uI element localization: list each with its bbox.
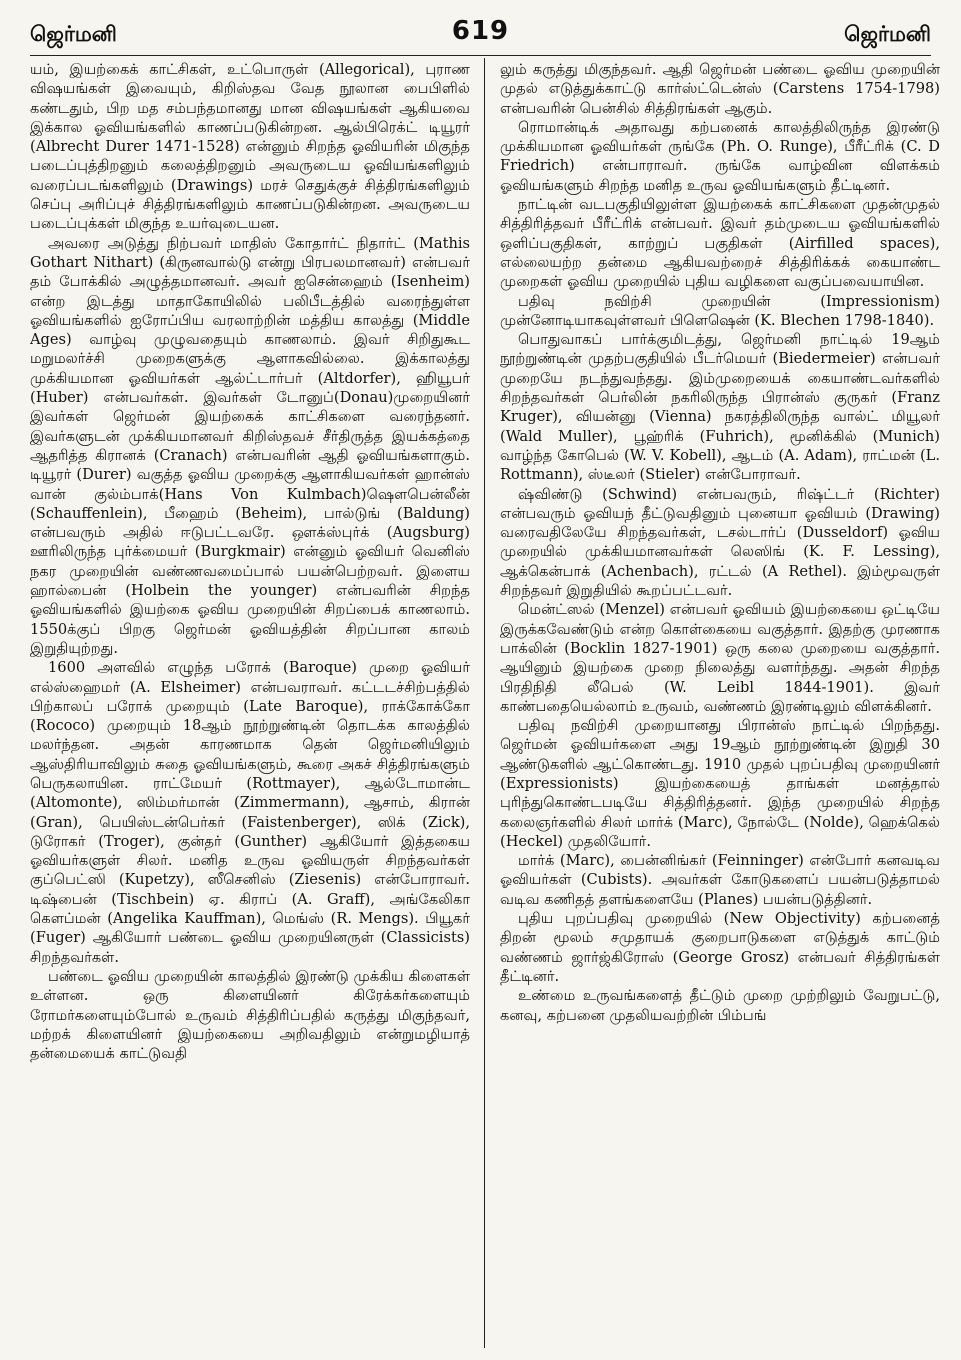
left-paragraph: யம், இயற்கைக் காட்சிகள், உட்பொருள் (Allegorical), புராண விஷயங்கள் இவையும், கிறிஸ்தவ வேத நூலான பைபிளில் கண்டதும், பிற மத சம்பந்தமானது மான விஷயங்கள் ஆகியவை இக்கால ஓவியங்களில் காணப்படுகின்றன. ஆல்பிரெக்ட் டியூரர் (Albrecht Durer 1471-1528) என்னும் சிறந்த ஓவியரின் மிகுந்த படைப்புத்திறனும் கலைத்திறனும் அவருடைய ஓவியங்களிலும் வரைப்படங்களிலும் (Drawings) மரச் செதுக்குச் சித்திரங்களிலும் செப்பு அரிப்புச் சித்திரங்களிலும் காணப்படுகின்றன. அவருடைய படைப்புக்கள் மிகுந்த உயர்வுடையன. — [30, 61, 470, 233]
right-paragraph: நாட்டின் வடபகுதியிலுள்ள இயற்கைக் காட்சிகளை முதன்முதல் சித்திரித்தவர் பீரீட்ரிக் என்பவர். இவர் தம்முடைய ஓவியங்களில் ஒளிப்பகுதிகள், காற்றுப் பகுதிகள் (Airfilled spaces), எல்லையற்ற தன்மை ஆகியவற்றைச் சித்திரிக்கக் கையாண்ட முறைகள் ஓவிய முறையில் புதிய வழிகளை வகுப்பவையாயின. — [500, 196, 940, 291]
right-paragraph: மார்க் (Marc), பைன்னிங்கர் (Feinninger) என்போர் கனவடிவ ஓவியர்கள் (Cubists). அவர்கள் கோடுகளைப் பயன்படுத்தாமல் வடிவ கணிதத் தளங்களையே (Planes) பயன்படுத்தினர். — [500, 852, 940, 908]
column-divider — [484, 58, 485, 1348]
page-number: 619 — [451, 16, 510, 46]
left-paragraph: அவரை அடுத்து நிற்பவர் மாதிஸ் கோதார்ட் நிதார்ட் (Mathis Gothart Nithart) (கிருனவால்டு என்று பிரபலமானவர்) என்பவர் தம் போக்கில் அழுத்தமானவர். அவர் ஐசென்ஹைம் (Isenheim) என்ற இடத்து மாதாகோயிலில் பலிபீடத்தில் வரைந்துள்ள ஓவியங்களில் ஐரோப்பிய வரலாற்றின் மத்திய காலத்து (Middle Ages) வாழ்வு முழுவதையும் காணலாம். இவர் சிறிதுகூட மறுமலர்ச்சி முறைகளுக்கு ஆளாகவில்லை. இக்காலத்து முக்கியமான ஓவியர்கள் ஆல்ட்டார்பர் (Altdorfer), ஹியூபர் (Huber) என்பவர்கள். இவர்கள் டோனுப்(Donau)முறையினர் இவர்கள் ஜெர்மன் இயற்கைக் காட்சிகளை வரைந்தனர். இவர்களுடன் முக்கியமானவர் கிறிஸ்தவச் சீர்திருத்த இயக்கத்தை ஆதரித்த கிரானக் (Cranach) என்பவரின் ஆதி ஓவியங்களாகும். டியூரர் (Durer) வகுத்த ஓவிய முறைக்கு ஆளாகியவர்கள் ஹான்ஸ் வான் குல்ம்பாக்(Hans Von Kulmbach)ஷௌபென்லீன் (Schauffenlein), பீஹைம் (Beheim), பால்டுங் (Baldung) என்பவரும் அதில் ஈடுபட்டவரே. ஔக்ஸ்புர்க் (Augsburg) ஊரிலிருந்த புர்க்மையர் (Burgkmair) என்னும் ஓவியர் வெனிஸ் நகர முறையின் வண்ணவமைப்பால் பயன்பெற்றவர். இளைய ஹால்பைன் (Holbein the younger) என்பவரின் சிறந்த ஓவியங்களில் இயற்கை ஓவிய முறையின் சிறப்பைக் காணலாம். 1550க்குப் பிறகு ஜெர்மன் ஓவியத்தின் சிறப்பான காலம் இறுதியுற்றது. — [30, 234, 470, 657]
right-paragraph: மென்ட்ஸல் (Menzel) என்பவர் ஓவியம் இயற்கையை ஒட்டியே இருக்கவேண்டும் என்ற கொள்கையை வகுத்தார். இதற்கு முரணாக பாக்லின் (Bocklin 1827-1901) ஒரு கலை முறையை வகுத்தார். ஆயினும் இயற்கை முறை நிலைத்து வளர்ந்தது. அதன் சிறந்த பிரதிநிதி லீபெல் (W. Leibl 1844-1901). இவர் காண்பதையெல்லாம் உருவம், வண்ணம் இரண்டிலும் விளக்கினர். — [500, 601, 940, 715]
header-right-title: ஜெர்மனி — [844, 22, 931, 46]
left-column — [30, 60, 470, 1063]
page-header — [30, 14, 931, 54]
right-paragraph: உண்மை உருவங்களைத் தீட்டும் முறை முற்றிலும் வேறுபட்டு, கனவு, கற்பனை முதலியவற்றின் பிம்பங் — [500, 987, 940, 1024]
right-paragraph: பதிவு நவிற்சி முறையின் (Impressionism) முன்னோடியாகவுள்ளவர் பிளெஷென் (K. Blechen 1798-1840). — [500, 292, 940, 329]
header-rule — [30, 55, 931, 56]
right-paragraph: ஷ்விண்டு (Schwind) என்பவரும், ரிஷ்ட்டர் (Richter) என்பவரும் ஓவியந் தீட்டுவதினும் புனையா ஓவியம் (Drawing) வரைவதிலேயே சிறந்தவர்கள், டசல்டார்ப் (Dusseldorf) ஓவிய முறையில் முக்கியமானவர்கள் லெஸிங் (K. F. Lessing), ஆக்கென்பாக் (Achenbach), ரட்டல் (A Rethel). இம்மூவருள் சிறந்தவர் இறுதியில் கூறப்பட்டவர். — [500, 485, 940, 600]
right-paragraph: பொதுவாகப் பார்க்குமிடத்து, ஜெர்மனி நாட்டில் 19ஆம் நூற்றுண்டின் முதற்பகுதியில் பீடர்மெயர் (Biedermeier) என்பவர் முறையே நடந்துவந்தது. இம்முறையைக் கையாண்டவர்களில் சிறந்தவர்கள் பெர்லின் நகரிலிருந்த பிரான்ஸ் குருகர் (Franz Kruger), வியன்னு (Vienna) நகரத்திலிருந்த வால்ட் மியூலர் (Wald Muller), பூஹ்ரிக் (Fuhrich), மூனிக்கில் (Munich) வாழ்ந்த கோபெல் (W. V. Kobell), ஆடம் (A. Adam), ராட்மன் (L. Rottmann), ஸ்டீலர் (Stieler) என்போராவர். — [500, 331, 940, 484]
right-paragraph: புதிய புறப்பதிவு முறையில் (New Objectivity) கற்பனைத் திறன் மூலம் சமுதாயக் குறைபாடுகளை எடுத்துக் காட்டும் வண்ணம் ஜார்ஜ்கிரோஸ் (George Grosz) என்பவர் சித்திரங்கள் தீட்டினர். — [500, 910, 940, 985]
right-paragraph: லும் கருத்து மிகுந்தவர். ஆதி ஜெர்மன் பண்டை ஓவிய முறையின் முதல் எடுத்துக்காட்டு கார்ஸ்ட்டென்ஸ் (Carstens 1754-1798) என்பவரின் பென்சில் சித்திரங்கள் ஆகும். — [500, 61, 940, 117]
right-paragraph: பதிவு நவிற்சி முறையானது பிரான்ஸ் நாட்டில் பிறந்தது. ஜெர்மன் ஓவியர்களை அது 19ஆம் நூற்றுண்டின் இறுதி 30 ஆண்டுகளில் ஆட்கொண்டது. 1910 முதல் புறப்பதிவு முறையினர் (Expressionists) இயற்கையைத் தாங்கள் மனத்தால் புரிந்துகொண்டபடியே சித்திரித்தனர். இந்த முறையில் சிறந்த கலைஞர்களில் சிலர் மார்க் (Marc), நோல்டே (Nolde), ஹெக்கெல் (Heckel) முதலியோர். — [500, 717, 940, 850]
header-left-title: ஜெர்மனி — [30, 22, 117, 46]
left-paragraph: 1600 அளவில் எழுந்த பரோக் (Baroque) முறை ஓவியர் எல்ஸ்ஹைமர் (A. Elsheimer) என்பவராவர். கட்டடச்சிற்பத்தில் பிற்காலப் பரோக் முறையும் (Late Baroque), ராக்கோக்கோ (Rococo) முறையும் 18ஆம் நூற்றுண்டின் தொடக்க காலத்தில் மலர்ந்தன. அதன் காரணமாக தென் ஜெர்மனியிலும் ஆஸ்திரியாவிலும் சுதை ஓவியங்களும், கூரை அகச் சித்திரங்களும் பெருகலாயின. ராட்மேயர் (Rottmayer), ஆல்டோமான்ட (Altomonte), ஸிம்மர்மான் (Zimmermann), ஆசாம், கிரான் (Gran), பெயிஸ்டன்பெர்கர் (Faistenberger), ஸிக் (Zick), டுரோகர் (Troger), குன்தர் (Gunther) ஆகியோர் இத்தகைய ஓவியர்களுள் சிலர். மனித உருவ ஓவியருள் சிறந்தவர்கள் குப்பெட்ஸி (Kupetzy), ஸீசெனிஸ் (Ziesenis) என்போராவர். டிஷ்பைன் (Tischbein) ஏ. கிராப் (A. Graff), அங்கேலிகா கௌப்மன் (Angelika Kauffman), மெங்ஸ் (R. Mengs). பியூகர் (Fuger) ஆகியோர் பண்டை ஓவிய முறையினருள் (Classicists) சிறந்தவர்கள். — [30, 659, 470, 966]
left-paragraph: பண்டை ஓவிய முறையின் காலத்தில் இரண்டு முக்கிய கிளைகள் உள்ளன. ஒரு கிளையினர் கிரேக்கர்களையும் ரோமர்களையும்போல் உருவம் சித்திரிப்பதில் கருத்து மிகுந்தவர், மற்றக் கிளையினர் இயற்கையை அறிவதிலும் என்றுமழியாத் தன்மையைக் காட்டுவதி — [30, 967, 470, 1063]
right-paragraph: ரொமான்டிக் அதாவது கற்பனைக் காலத்திலிருந்த இரண்டு முக்கியமான ஓவியர்கள் ருங்கே (Ph. O. Runge), பீரீட்ரிக் (C. D Friedrich) என்பாராவர். ருங்கே வாழ்வின விளக்கம் ஓவியங்களும் சிறந்த மனித உருவ ஓவியங்களும் தீட்டினர். — [500, 118, 940, 194]
right-column — [500, 60, 940, 1025]
